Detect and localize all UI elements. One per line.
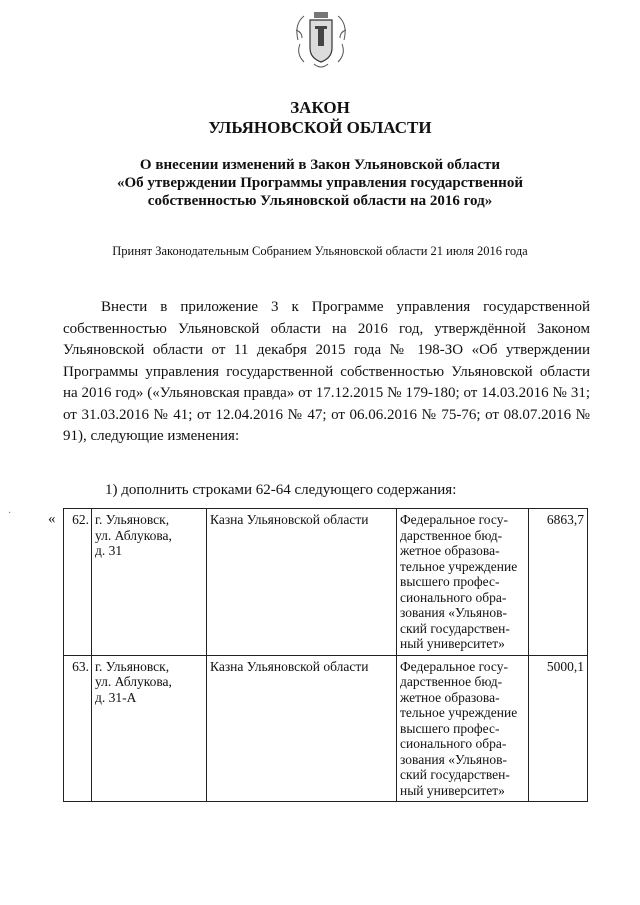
region-title: УЛЬЯНОВСКОЙ ОБЛАСТИ — [208, 118, 432, 137]
law-subtitle-line-3: собственностью Ульяновской области на 2016 год» — [147, 193, 493, 209]
row-area — [529, 655, 588, 802]
row-area-line: 6863,7 — [546, 512, 584, 527]
row-owner-line: Казна Ульяновской области — [210, 658, 369, 674]
row-number-line: 63. — [72, 658, 89, 674]
row-address-line: д. 31 — [95, 543, 123, 558]
margin-mark: · — [8, 508, 12, 519]
adoption-note: Принят Законодательным Собранием Ульяновской области 21 июля 2016 года — [112, 244, 528, 258]
row-description-line: Федеральное госу- — [400, 512, 508, 527]
table-row — [64, 655, 588, 802]
row-description-line: жетное образова- — [400, 689, 500, 705]
row-area-line: 5000,1 — [546, 658, 584, 674]
row-description-line: высшего профес- — [400, 574, 500, 589]
row-description-line: дарственное бюд- — [400, 527, 503, 543]
row-address-line: г. Ульяновск, — [95, 658, 170, 674]
row-description-line: сионального обра- — [400, 589, 507, 605]
opening-quote: « — [48, 511, 56, 527]
row-description-line: сионального обра- — [400, 736, 507, 751]
row-description-line: Федеральное госу- — [400, 658, 508, 674]
row-owner — [207, 509, 397, 656]
row-number — [64, 509, 92, 656]
row-description-line: зования «Ульянов- — [400, 751, 507, 767]
row-owner — [207, 655, 397, 802]
row-description-line: тельное учреждение — [400, 705, 518, 720]
row-address — [92, 655, 207, 802]
coat-of-arms-emblem — [292, 10, 350, 72]
row-description-line: ский государствен- — [400, 620, 510, 636]
row-description-line: дарственное бюд- — [400, 674, 503, 689]
body-paragraph: Внести в приложение 3 к Программе управления государственной собственностью Ульяновской области на 2016 год, утверждённой Законом Ульяновской области от 11 декабря 2015 года № 198-ЗО «Об утверждении Программы управления государственной собственностью Ульяновской области на 2016 год» («Ульяновская правда» от 17.12.2015 № 179-180; от 14.03.2016 № 31; от 31.03.2016 № 41; от 12.04.2016 № 47; от 06.06.2016 № 75-76; от 08.07.2016 № 91), следующие изменения: — [63, 299, 590, 444]
law-subtitle-line-1: О внесении изменений в Закон Ульяновской области — [139, 157, 501, 173]
row-address-line: ул. Аблукова, — [95, 674, 172, 689]
row-description-line: жетное образова- — [400, 543, 500, 558]
row-description-line: ный университет» — [400, 782, 505, 798]
row-number-line: 62. — [72, 512, 89, 527]
property-table — [63, 508, 588, 802]
row-description-line: тельное учреждение — [400, 558, 518, 574]
row-description — [397, 509, 529, 656]
row-owner-line: Казна Ульяновской области — [210, 512, 369, 527]
row-address-line: ул. Аблукова, — [95, 527, 172, 543]
row-description — [397, 655, 529, 802]
row-address-line: д. 31-А — [95, 689, 137, 705]
row-description-line: высшего профес- — [400, 720, 500, 736]
law-subtitle-line-2: «Об утверждении Программы управления государственной — [117, 175, 523, 191]
table-row — [64, 509, 588, 656]
row-address — [92, 509, 207, 656]
row-area — [529, 509, 588, 656]
row-description-line: ский государствен- — [400, 767, 510, 782]
row-address-line: г. Ульяновск, — [95, 512, 170, 527]
law-title: ЗАКОН — [290, 98, 350, 117]
row-description-line: ный университет» — [400, 636, 505, 651]
row-number — [64, 655, 92, 802]
amendment-item-1: 1) дополнить строками 62-64 следующего содержания: — [105, 482, 457, 498]
row-description-line: зования «Ульянов- — [400, 605, 507, 620]
